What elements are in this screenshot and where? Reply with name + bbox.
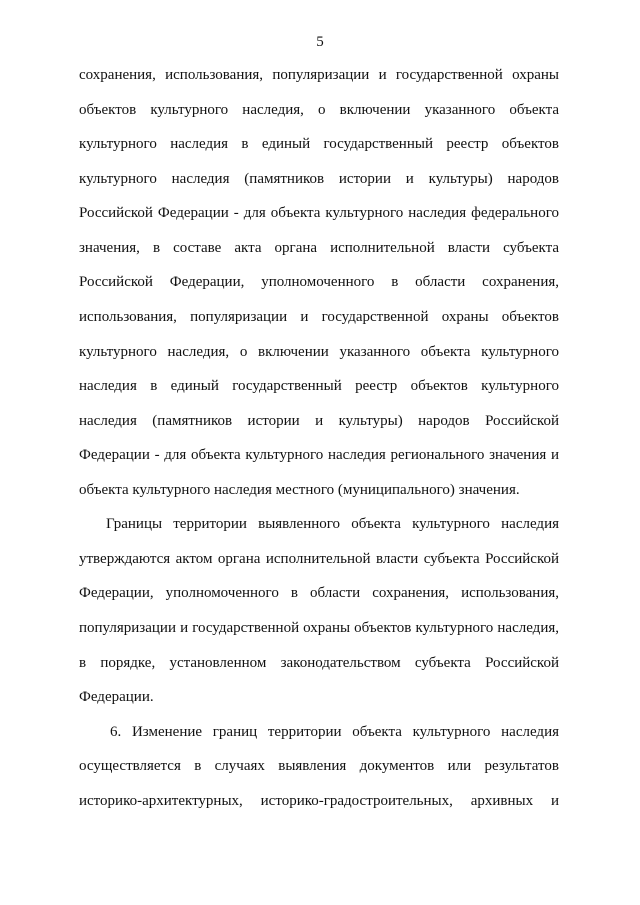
text-line: сохранения, использования, популяризации и государственной охраны: [79, 67, 559, 83]
text-line: Федерации, уполномоченного в области сохранения, использования,: [79, 585, 559, 601]
text-line: объекта культурного наследия местного (муниципального) значения.: [79, 482, 520, 498]
text-line: Федерации.: [79, 689, 154, 705]
text-line: популяризации и государственной охраны объектов культурного наследия,: [79, 620, 559, 636]
text-line: культурного наследия в единый государственный реестр объектов: [79, 136, 559, 152]
text-line: Федерации - для объекта культурного наследия регионального значения и: [79, 447, 559, 463]
text-line: Границы территории выявленного объекта культурного наследия: [106, 516, 559, 532]
text-line: объектов культурного наследия, о включении указанного объекта: [79, 102, 559, 118]
text-line: Российской Федерации, уполномоченного в области сохранения,: [79, 274, 559, 290]
text-line: 6. Изменение границ территории объекта культурного наследия: [110, 724, 559, 740]
text-line: культурного наследия (памятников истории и культуры) народов: [79, 171, 559, 187]
text-line: использования, популяризации и государственной охраны объектов: [79, 309, 559, 325]
page-number: 5: [316, 34, 324, 50]
text-line: значения, в составе акта органа исполнительной власти субъекта: [79, 240, 559, 256]
text-line: наследия (памятников истории и культуры) народов Российской: [79, 413, 559, 429]
text-line: Российской Федерации - для объекта культурного наследия федерального: [79, 205, 559, 221]
text-line: наследия в единый государственный реестр объектов культурного: [79, 378, 559, 394]
text-line: культурного наследия, о включении указанного объекта культурного: [79, 344, 559, 360]
text-line: в порядке, установленном законодательством субъекта Российской: [79, 655, 559, 671]
text-line: осуществляется в случаях выявления документов или результатов: [79, 758, 559, 774]
text-line: историко-архитектурных, историко-градостроительных, архивных и: [79, 793, 559, 809]
text-line: утверждаются актом органа исполнительной власти субъекта Российской: [79, 551, 559, 567]
